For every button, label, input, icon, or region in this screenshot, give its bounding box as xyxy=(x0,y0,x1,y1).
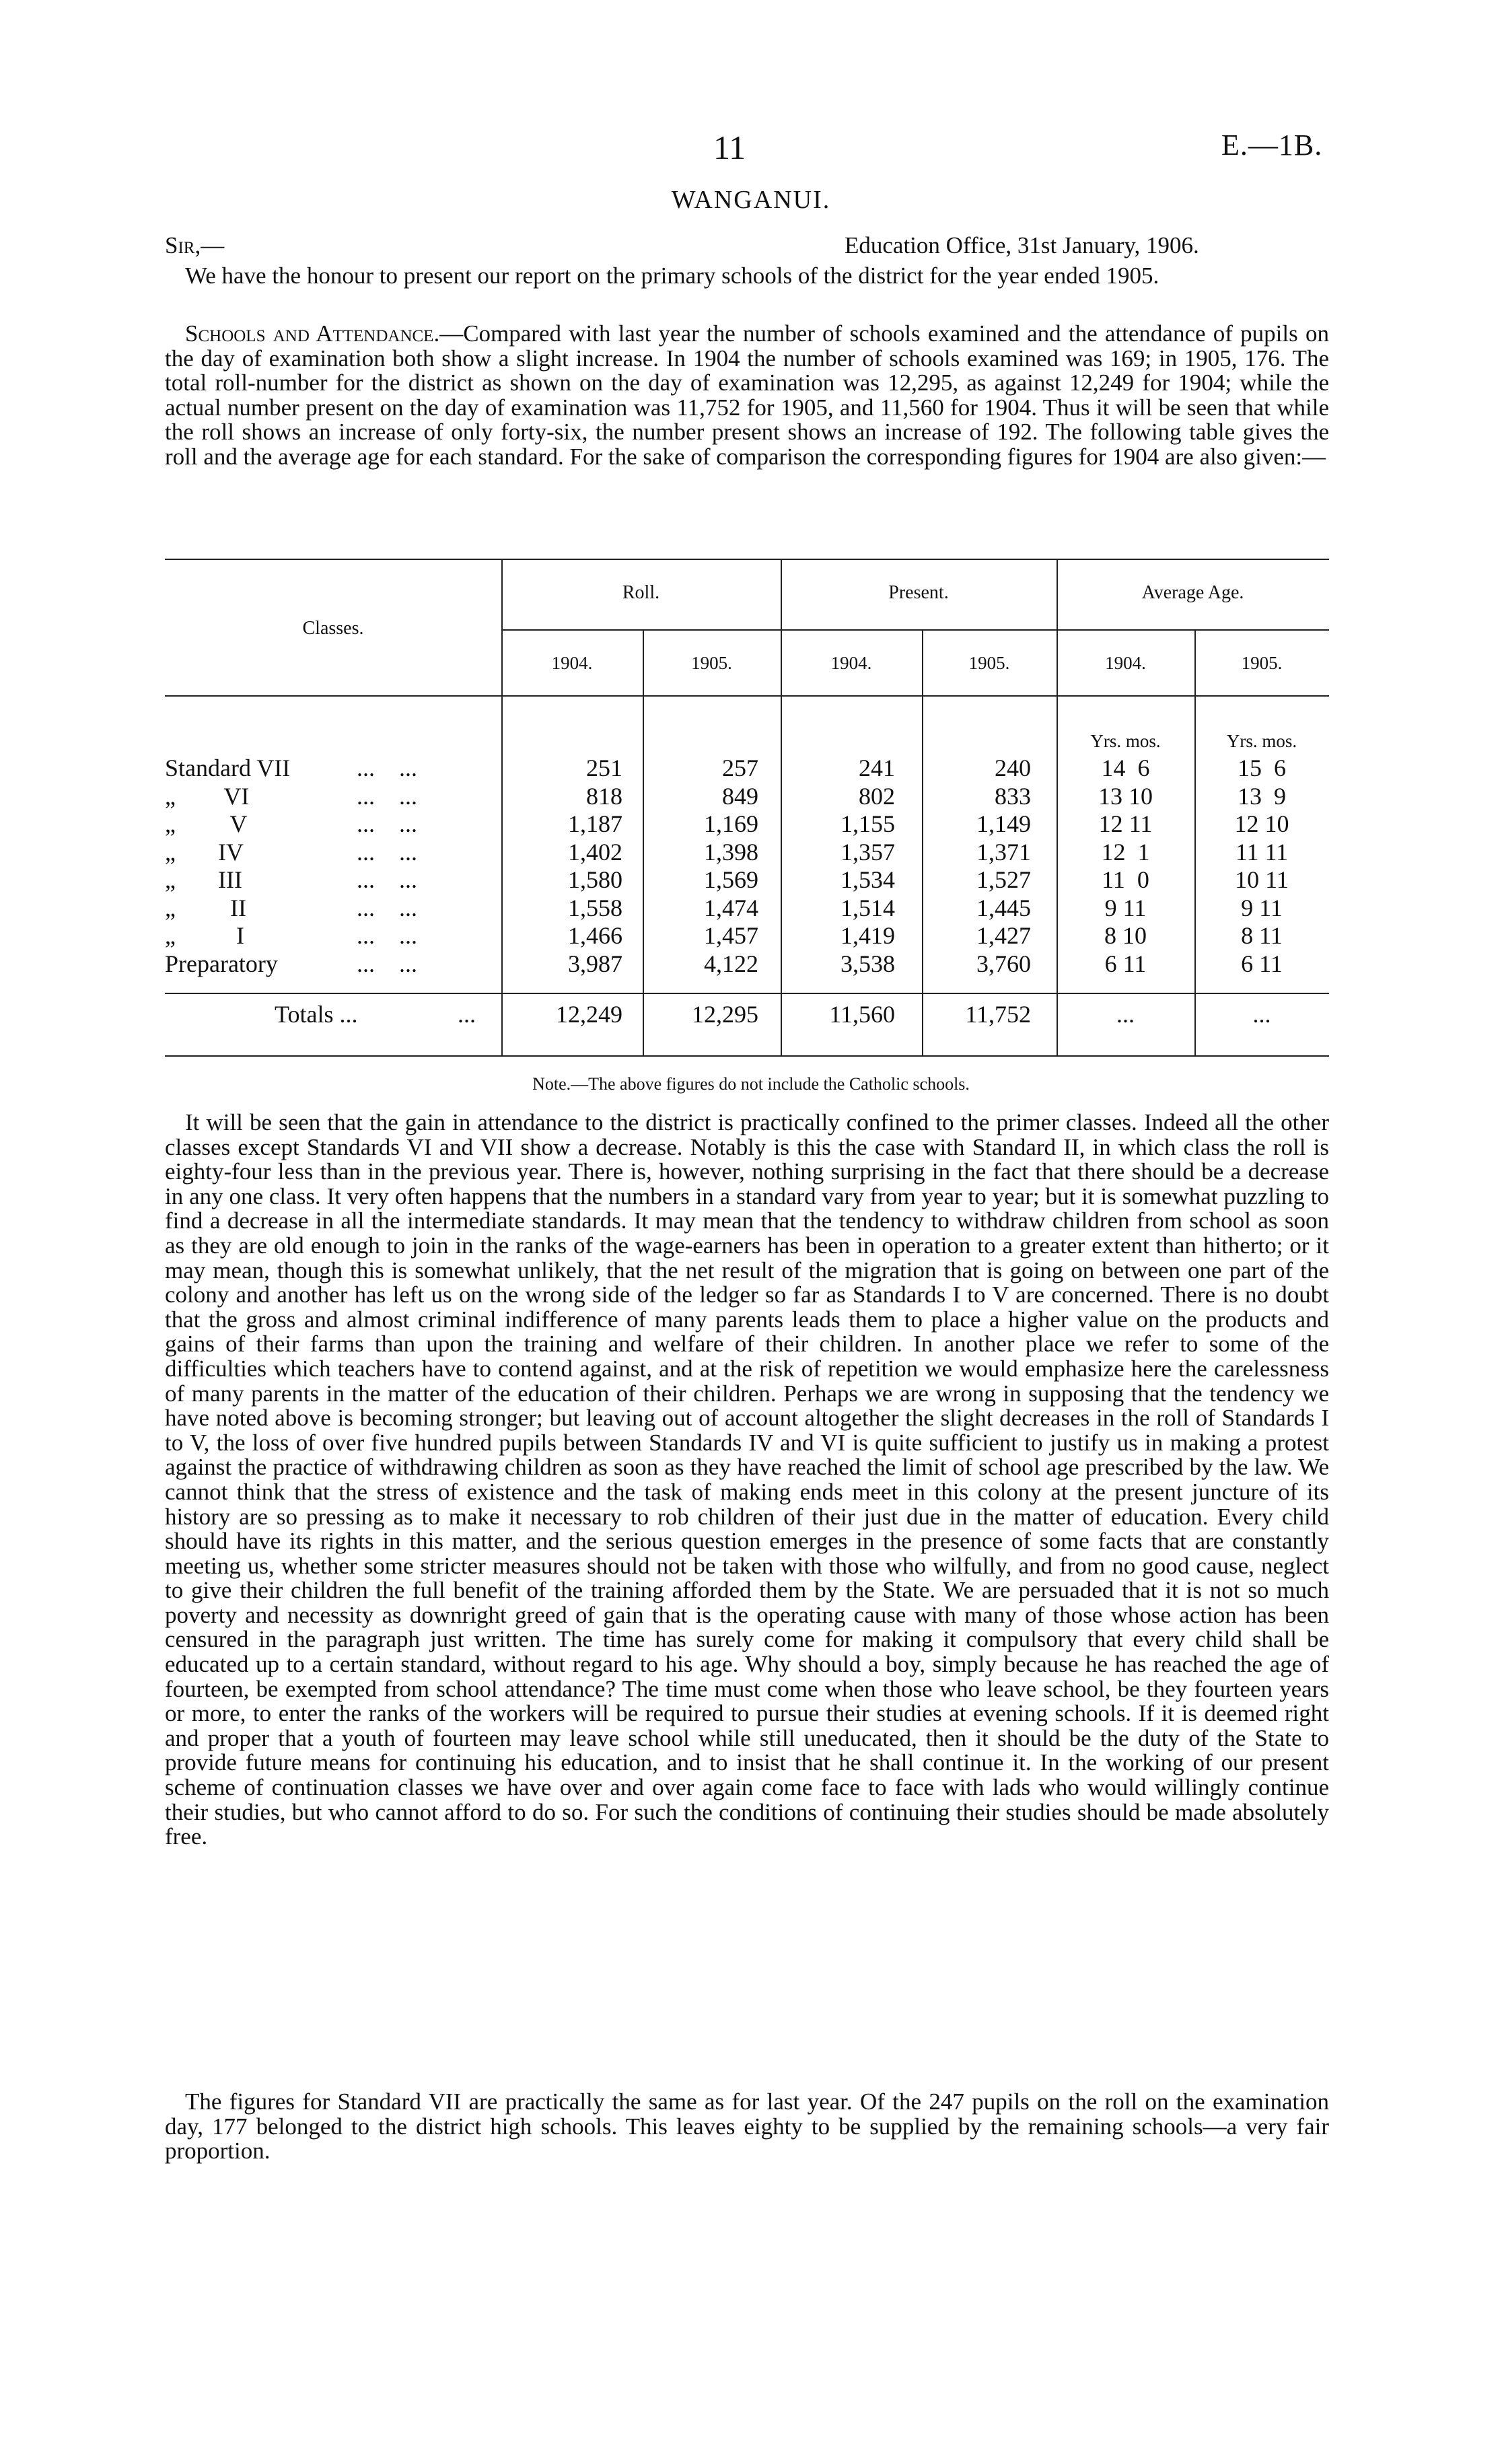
cell-pres1904: 1,514 xyxy=(841,894,895,921)
salutation: Sir,— xyxy=(165,232,225,258)
cell-age1904: 6 11 xyxy=(1104,950,1147,977)
totals-age-1905: ... xyxy=(1252,1001,1271,1028)
cell-roll1905: 1,474 xyxy=(704,894,758,921)
cell-roll1904: 1,402 xyxy=(568,838,622,866)
cell-pres1904: 3,538 xyxy=(841,950,895,977)
totals-roll-1904: 12,249 xyxy=(556,1001,622,1028)
district-heading: WANGANUI. xyxy=(671,186,831,214)
cell-age1905: 15 6 xyxy=(1238,754,1286,781)
totals-present-1904: 11,560 xyxy=(829,1001,895,1028)
cell-pres1905: 1,149 xyxy=(976,810,1031,837)
cell-pres1904: 1,419 xyxy=(841,922,895,949)
row-label: „ V xyxy=(165,810,248,837)
cell-pres1904: 241 xyxy=(859,754,895,781)
cell-age1905: 8 11 xyxy=(1241,922,1283,949)
cell-age1904: 11 0 xyxy=(1102,866,1149,893)
totals-top-rule xyxy=(165,993,1329,994)
table-top-rule xyxy=(165,559,1329,560)
cell-age1904: 8 10 xyxy=(1104,922,1147,949)
cell-pres1905: 1,527 xyxy=(976,866,1031,893)
row-label: „ I xyxy=(165,922,244,949)
cell-roll1904: 818 xyxy=(586,782,622,810)
cell-roll1905: 4,122 xyxy=(704,950,758,977)
group-rule xyxy=(501,629,1329,631)
row-leader-dots: ... ... xyxy=(357,754,417,781)
header-classes: Classes. xyxy=(302,618,364,639)
age-unit-1905: Yrs. mos. xyxy=(1226,731,1297,751)
cell-pres1904: 1,534 xyxy=(841,866,895,893)
header-roll-1905: 1905. xyxy=(691,653,732,673)
row-label: „ VI xyxy=(165,782,250,810)
dateline: Education Office, 31st January, 1906. xyxy=(845,232,1199,258)
cell-roll1904: 1,558 xyxy=(568,894,622,921)
cell-age1905: 10 11 xyxy=(1235,866,1289,893)
row-leader-dots: ... ... xyxy=(357,782,417,810)
header-roll: Roll. xyxy=(622,582,660,603)
schools-text: —Compared with last year the number of schools examined and the attendance of pupils on the day of examination both show a slight increase. In 1904 the number of schools examined was 169; in 1905, 176. The total roll-number for the district as shown on the day of examination was 12,295, as against 12,249 for 1904; while the actual number present on the day of examination was 11,752 for 1905, and 11,560 for 1904. Thus it will be seen that while the roll shows an increase of only forty-six, the number present shows an increase of 192. The following table gives the roll and the average age for each standard. For the sake of comparison the corresponding figures for 1904 are also given:— xyxy=(165,320,1329,470)
cell-age1904: 9 11 xyxy=(1104,894,1147,921)
totals-label: Totals ... xyxy=(275,1001,358,1028)
cell-pres1905: 1,371 xyxy=(976,838,1031,866)
cell-roll1905: 257 xyxy=(722,754,758,781)
row-leader-dots: ... ... xyxy=(357,866,417,893)
cell-age1905: 6 11 xyxy=(1241,950,1283,977)
cell-roll1904: 251 xyxy=(586,754,622,781)
totals-dots: ... xyxy=(458,1001,476,1028)
cell-age1904: 14 6 xyxy=(1101,754,1150,781)
body-paragraph-1-text: It will be seen that the gain in attendance to the district is practically confined to the primer classes. Indeed all the other classes except Standards VI and VII show a decrease. Notably is this the case with Standard II, in which class the roll is eighty-four less than in the previous year. There is, however, nothing surprising in the fact that there should be a decrease in any one class. It very often happens that the numbers in a standard vary from year to year; but it is somewhat puzzling to find a decrease in all the intermediate standards. It may mean that the tendency to withdraw children from school as soon as they are old enough to join in the ranks of the wage-earners has been in operation to a greater extent than hitherto; or it may mean, though this is somewhat unlikely, that the net result of the migration that is going on between one part of the colony and another has left us on the wrong side of the ledger so far as Standards I to V are concerned. There is no doubt that the gross and almost criminal indifference of many parents leads them to place a higher value on the products and gains of their farms than upon the training and welfare of their children. In another place we refer to some of the difficulties which teachers have to contend against, and at the risk of repetition we would emphasize here the carelessness of many parents in the matter of the education of their children. Perhaps we are wrong in supposing that the tendency we have noted above is becoming stronger; but leaving out of account altogether the slight decreases in the roll of Standards I to V, the loss of over five hundred pupils between Standards IV and VI is quite sufficient to justify us in making a protest against the practice of withdrawing children as soon as they have reached the limit of school age prescribed by the law. We cannot think that the stress of existence and the task of making ends meet in this colony at the present juncture of its history are so pressing as to make it necessary to rob children of their just due in the matter of education. Every child should have its rights in this matter, and the serious question emerges in the presence of some facts that are constantly meeting us, whether some stricter measures should not be taken with those who wilfully, and from no good cause, neglect to give their children the full benefit of the training afforded them by the State. We are persuaded that it is not so much poverty and necessity as downright greed of gain that is the operating cause with many of those whose action has been censured in the paragraph just written. The time has surely come for making it compulsory that every child shall be educated up to a certain standard, without regard to his age. Why should a boy, simply because he has reached the age of fourteen, be exempted from school attendance? The time must come when those who leave school, be they fourteen years or more, to enter the ranks of the workers will be required to pursue their studies at evening schools. If it is deemed right and proper that a youth of fourteen may leave school while still uneducated, then it should be the duty of the State to provide future means for continuing his education, and to insist that he shall continue it. In the working of our present scheme of continuation classes we have over and over again come face to face with lads who would willingly continue their studies, but who cannot afford to do so. For such the conditions of continuing their studies should be made absolutely free. xyxy=(165,1109,1329,1850)
cell-roll1904: 1,466 xyxy=(568,922,622,949)
schools-heading: Schools and Attendance. xyxy=(185,320,440,347)
cell-pres1905: 240 xyxy=(995,754,1031,781)
row-leader-dots: ... ... xyxy=(357,838,417,866)
cell-pres1904: 1,155 xyxy=(841,810,895,837)
cell-pres1904: 802 xyxy=(859,782,895,810)
cell-age1905: 13 9 xyxy=(1238,782,1286,810)
row-label: „ IV xyxy=(165,838,244,866)
row-leader-dots: ... ... xyxy=(357,922,417,949)
row-leader-dots: ... ... xyxy=(357,950,417,977)
cell-pres1905: 3,760 xyxy=(976,950,1031,977)
cell-pres1905: 1,427 xyxy=(976,922,1031,949)
header-age-1905: 1905. xyxy=(1241,653,1283,673)
age-unit-1904: Yrs. mos. xyxy=(1090,731,1161,751)
table-note: Note.—The above figures do not include the Catholic schools. xyxy=(532,1074,970,1094)
totals-roll-1905: 12,295 xyxy=(692,1001,758,1028)
cell-roll1905: 1,569 xyxy=(704,866,758,893)
cell-roll1904: 3,987 xyxy=(568,950,622,977)
row-label: Preparatory xyxy=(165,950,278,977)
cell-age1904: 12 11 xyxy=(1098,810,1153,837)
cell-age1904: 13 10 xyxy=(1098,782,1153,810)
totals-age-1904: ... xyxy=(1116,1001,1135,1028)
row-label: „ II xyxy=(165,894,246,921)
header-average-age: Average Age. xyxy=(1141,582,1244,603)
page-number: 11 xyxy=(713,129,746,166)
cell-roll1905: 1,398 xyxy=(704,838,758,866)
row-label: Standard VII xyxy=(165,754,291,781)
body-paragraph-2-text: The figures for Standard VII are practically the same as for last year. Of the 247 pupils on the roll on the examination day, 177 belonged to the district high schools. This leaves eighty to be supplied by the remaining schools—a very fair proportion. xyxy=(165,2088,1329,2164)
cell-pres1905: 833 xyxy=(995,782,1031,810)
intro-paragraph xyxy=(165,264,1329,289)
cell-roll1904: 1,580 xyxy=(568,866,622,893)
cell-roll1905: 1,169 xyxy=(704,810,758,837)
header-present-1905: 1905. xyxy=(968,653,1010,673)
cell-age1905: 12 10 xyxy=(1234,810,1289,837)
schools-paragraph xyxy=(165,322,1329,470)
header-roll-1904: 1904. xyxy=(551,653,593,673)
intro-text: We have the honour to present our report on the primary schools of the district for the year ended 1905. xyxy=(185,262,1159,289)
row-label: „ III xyxy=(165,866,242,893)
body-paragraph-2 xyxy=(165,2090,1329,2164)
cell-age1905: 11 11 xyxy=(1235,838,1289,866)
row-leader-dots: ... ... xyxy=(357,894,417,921)
cell-age1905: 9 11 xyxy=(1241,894,1283,921)
header-present: Present. xyxy=(888,582,949,603)
cell-pres1904: 1,357 xyxy=(841,838,895,866)
document-reference: E.—1B. xyxy=(1221,129,1323,162)
cell-pres1905: 1,445 xyxy=(976,894,1031,921)
body-paragraph-1 xyxy=(165,1111,1329,1850)
header-bottom-rule xyxy=(165,695,1329,697)
cell-roll1905: 849 xyxy=(722,782,758,810)
totals-present-1905: 11,752 xyxy=(965,1001,1031,1028)
cell-age1904: 12 1 xyxy=(1101,838,1150,866)
table-bottom-rule xyxy=(165,1055,1329,1057)
header-age-1904: 1904. xyxy=(1105,653,1146,673)
row-leader-dots: ... ... xyxy=(357,810,417,837)
cell-roll1904: 1,187 xyxy=(568,810,622,837)
header-present-1904: 1904. xyxy=(830,653,872,673)
cell-roll1905: 1,457 xyxy=(704,922,758,949)
